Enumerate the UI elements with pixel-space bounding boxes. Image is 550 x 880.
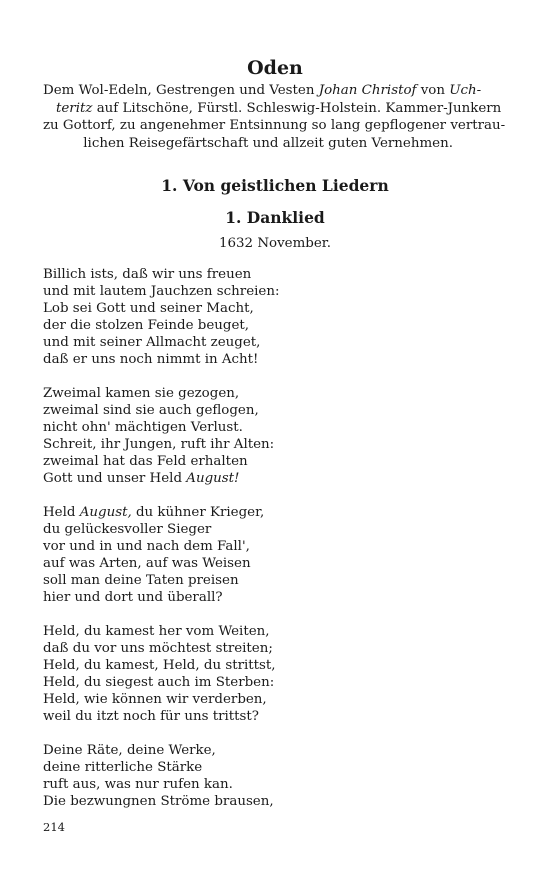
verse-line — [43, 470, 463, 487]
dedication-name: Johan Christof — [318, 83, 417, 98]
dedication-name: teritz — [56, 100, 93, 116]
verse-line: und mit lautem Jauchzen schreien: — [43, 284, 280, 299]
verse-line: Schreit, ihr Jungen, ruft ihr Alten: — [43, 437, 275, 452]
verse-line: hier und dort und überall? — [43, 590, 223, 605]
verse-line: soll man deine Taten preisen — [43, 573, 239, 588]
verse-line: der die stolzen Feinde beuget, — [43, 318, 250, 333]
verse-line: Zweimal kamen sie gezogen, — [43, 386, 240, 401]
verse-line: auf was Arten, auf was Weisen — [43, 556, 251, 571]
verse-line: zweimal hat das Feld erhalten — [43, 454, 248, 469]
verse-line: weil du itzt noch für uns trittst? — [43, 709, 259, 724]
verse-text: Gott und unser Held — [43, 471, 187, 486]
verse-line: Held, du siegest auch im Sterben: — [43, 675, 275, 690]
verse-line: Deine Räte, deine Werke, — [43, 743, 216, 758]
verse-line: und mit seiner Allmacht zeuget, — [43, 335, 261, 350]
section-heading: 1. Von geistlichen Liedern — [161, 176, 389, 195]
poem-date: 1632 November. — [219, 236, 331, 251]
verse-name: August, — [79, 505, 132, 520]
verse-line: zweimal sind sie auch geflogen, — [43, 403, 259, 418]
dedication — [43, 82, 506, 152]
poem-title: 1. Danklied — [225, 208, 325, 227]
dedication-text: von — [416, 83, 450, 98]
dedication-line-3: zu Gottorf, zu angenehmer Entsinnung so lang gepflogener vertrau- — [43, 118, 506, 133]
stanza — [43, 623, 463, 725]
dedication-name: Uch- — [449, 83, 482, 98]
verse-line: deine ritterliche Stärke — [43, 760, 203, 775]
dedication-text: auf Litschöne, Fürstl. Schleswig-Holstein. Kammer-Junkern — [92, 100, 502, 116]
verse-text: Held — [43, 505, 80, 520]
stanza — [43, 742, 463, 810]
stanza — [43, 266, 463, 368]
verse-text: du kühner Krieger, — [131, 505, 265, 520]
stanza — [43, 385, 463, 487]
verse-line: ruft aus, was nur rufen kan. — [43, 777, 233, 792]
verse-line: daß du vor uns möchtest streiten; — [43, 641, 273, 656]
verse-name: August! — [186, 471, 240, 486]
verse-line: Held, wie können wir verderben, — [43, 692, 267, 707]
verse-line: Held, du kamest, Held, du strittst, — [43, 658, 276, 673]
stanza — [43, 504, 463, 606]
verse-line — [43, 504, 463, 521]
verse-line: Held, du kamest her vom Weiten, — [43, 624, 270, 639]
verse-line: nicht ohn' mächtigen Verlust. — [43, 420, 243, 435]
verse-line: Billich ists, daß wir uns freuen — [43, 267, 252, 282]
verse-line: daß er uns noch nimmt in Acht! — [43, 352, 259, 367]
dedication-line-4: lichen Reisegefärtschaft und allzeit guten Vernehmen. — [83, 135, 453, 151]
verse-line: Lob sei Gott und seiner Macht, — [43, 301, 254, 316]
verse-line: vor und in und nach dem Fall', — [43, 539, 250, 554]
verse-line: Die bezwungnen Ströme brausen, — [43, 794, 274, 809]
page-title: Oden — [247, 57, 303, 79]
poem-body — [43, 266, 463, 827]
dedication-text: Dem Wol-Edeln, Gestrengen und Vesten — [43, 83, 319, 98]
dedication-line-1 — [43, 82, 482, 100]
verse-line: du gelückesvoller Sieger — [43, 522, 212, 537]
dedication-line-2 — [43, 100, 502, 118]
page-number: 214 — [43, 820, 65, 834]
